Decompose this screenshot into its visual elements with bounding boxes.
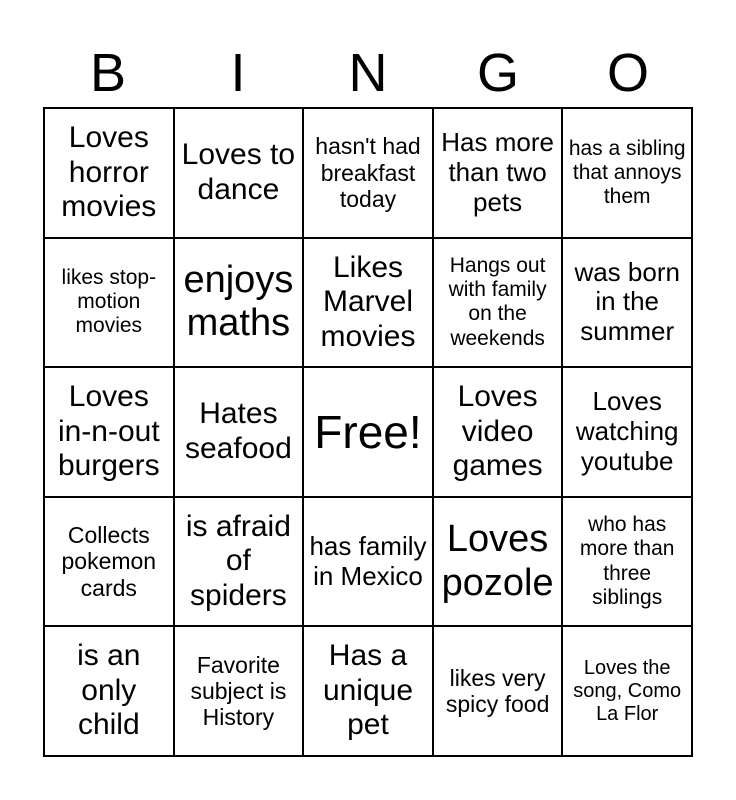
bingo-cell-r2c1[interactable] — [45, 239, 175, 369]
header-letter-b: B — [89, 43, 127, 103]
cell-text: Favorite subject is History — [190, 651, 287, 731]
cell-text: Loves the song, Como La Flor — [573, 656, 682, 725]
header-letter-o: O — [606, 43, 649, 103]
cell-text: is afraid of spiders — [185, 509, 291, 612]
bingo-cell-r1c3[interactable] — [304, 109, 434, 239]
free-space-text: Free! — [314, 405, 422, 458]
cell-text: likes very spicy food — [445, 664, 550, 718]
cell-text: who has more than three siblings — [579, 513, 675, 609]
bingo-cell-r2c3[interactable] — [304, 239, 434, 369]
cell-text: Collects pokemon cards — [61, 521, 157, 601]
bingo-header — [43, 40, 693, 106]
bingo-cell-r4c2[interactable] — [175, 498, 305, 628]
bingo-cell-r3c4[interactable] — [434, 368, 564, 498]
bingo-cell-r4c3[interactable] — [304, 498, 434, 628]
cell-text: Hates seafood — [185, 397, 292, 465]
cell-text: likes stop-motion movies — [61, 266, 157, 338]
bingo-cell-free[interactable] — [304, 368, 434, 498]
bingo-cell-r5c4[interactable] — [434, 627, 564, 757]
bingo-cell-r3c1[interactable] — [45, 368, 175, 498]
bingo-cell-r3c5[interactable] — [563, 368, 693, 498]
bingo-cell-r4c4[interactable] — [434, 498, 564, 628]
header-letter-g: G — [476, 43, 519, 103]
cell-text: Likes Marvel movies — [320, 250, 416, 353]
header-letter-n: N — [348, 43, 388, 103]
cell-text: has family in Mexico — [309, 530, 427, 591]
bingo-cell-r3c2[interactable] — [175, 368, 305, 498]
cell-text: Loves video games — [452, 380, 543, 483]
cell-text: Hangs out with family on the weekends — [448, 254, 547, 350]
cell-text: Has a unique pet — [322, 639, 414, 742]
bingo-cell-r5c3[interactable] — [304, 627, 434, 757]
bingo-cell-r2c2[interactable] — [175, 239, 305, 369]
cell-text: Loves horror movies — [61, 121, 157, 224]
bingo-cell-r2c4[interactable] — [434, 239, 564, 369]
cell-text: is an only child — [77, 639, 141, 742]
bingo-cell-r4c1[interactable] — [45, 498, 175, 628]
bingo-cell-r5c2[interactable] — [175, 627, 305, 757]
bingo-cell-r2c5[interactable] — [563, 239, 693, 369]
bingo-cell-r1c2[interactable] — [175, 109, 305, 239]
bingo-cell-r5c5[interactable] — [563, 627, 693, 757]
cell-text: enjoys maths — [183, 258, 294, 345]
cell-text: Has more than two pets — [441, 126, 554, 217]
bingo-cell-r1c5[interactable] — [563, 109, 693, 239]
cell-text: was born in the summer — [574, 256, 680, 347]
cell-text: Loves watching youtube — [575, 386, 679, 476]
bingo-board — [43, 107, 693, 757]
bingo-cell-r4c5[interactable] — [563, 498, 693, 628]
cell-text: Loves to dance — [181, 138, 296, 206]
cell-text: has a sibling that annoys them — [568, 136, 686, 208]
bingo-cell-r5c1[interactable] — [45, 627, 175, 757]
cell-text: hasn't had breakfast today — [315, 133, 421, 213]
bingo-cell-r1c1[interactable] — [45, 109, 175, 239]
header-letter-i: I — [230, 43, 246, 103]
cell-text: Loves in-n-out burgers — [57, 380, 160, 483]
bingo-cell-r1c4[interactable] — [434, 109, 564, 239]
cell-text: Loves pozole — [441, 517, 554, 604]
